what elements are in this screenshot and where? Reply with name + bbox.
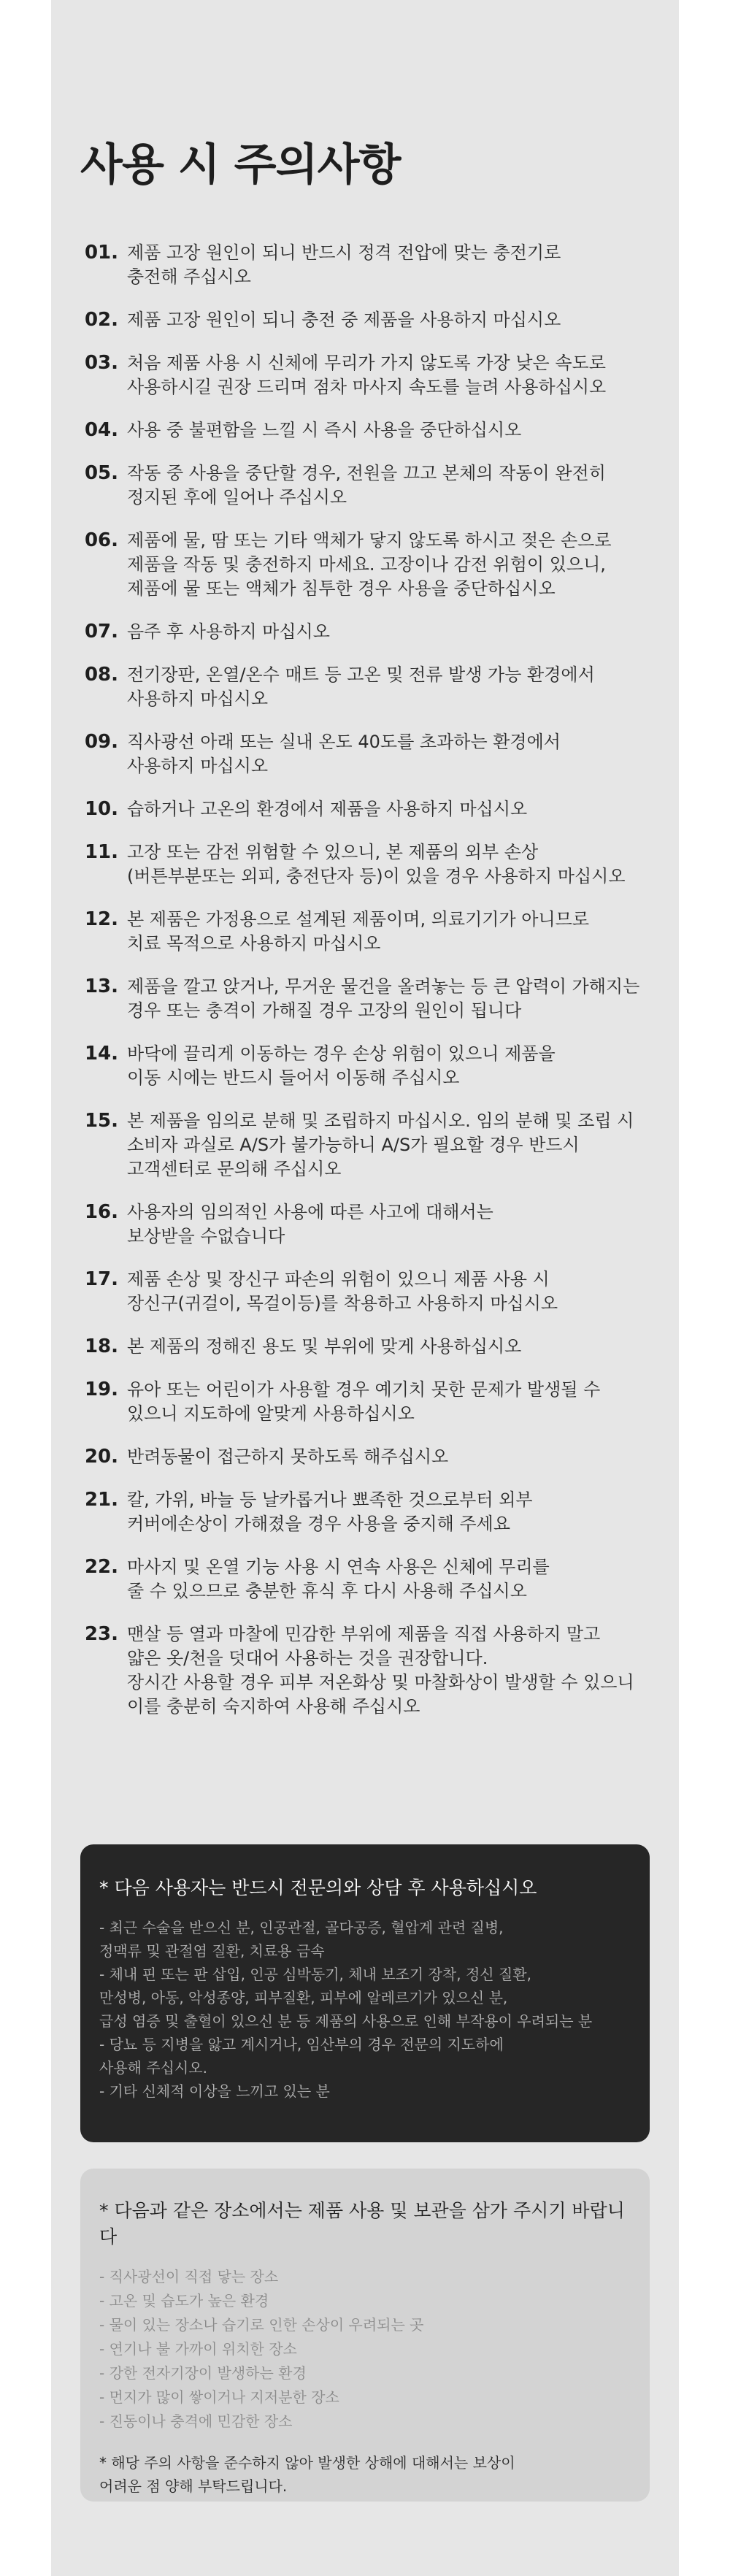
storage-notice-heading: * 다음과 같은 장소에서는 제품 사용 및 보관을 삼가 주시기 바랍니다 (99, 2200, 625, 2247)
precaution-item (80, 418, 664, 442)
consult-notice-line: - 최근 수술을 받으신 분, 인공관절, 골다공증, 혈압계 관련 질병, 정맥류 및 관절염 질환, 치료용 금속 (99, 1919, 504, 1960)
precaution-item (80, 1109, 664, 1181)
precaution-item (80, 1268, 664, 1316)
storage-notice-line: - 연기나 불 가까이 위치한 장소 (99, 2340, 297, 2358)
precaution-text: 본 제품은 가정용으로 설계된 제품이며, 의료기기가 아니므로 치료 목적으로 사용하지 마십시오 (127, 909, 590, 954)
precaution-number: 18. (84, 1335, 118, 1357)
precaution-item (80, 840, 664, 889)
precaution-text: 전기장판, 온열/온수 매트 등 고온 및 전류 발생 가능 환경에서 사용하지 마십시오 (127, 664, 595, 709)
precaution-item (80, 975, 664, 1023)
compensation-note: * 해당 주의 사항을 준수하지 않아 발생한 상해에 대해서는 보상이 어려운 점 양해 부탁드립니다. (99, 2454, 515, 2495)
precaution-number: 05. (84, 462, 118, 484)
precaution-number: 01. (84, 242, 118, 264)
precaution-item (80, 308, 664, 332)
precaution-text: 음주 후 사용하지 마십시오 (127, 621, 330, 642)
precaution-number: 14. (84, 1043, 118, 1065)
precautions-page (51, 0, 679, 2576)
storage-notice-line: - 강한 전자기장이 발생하는 환경 (99, 2364, 307, 2382)
precaution-text: 제품 고장 원인이 되니 반드시 정격 전압에 맞는 충전기로 충전해 주십시오 (127, 242, 561, 287)
precaution-number: 19. (84, 1379, 118, 1400)
precaution-number: 06. (84, 529, 118, 551)
precaution-number: 02. (84, 309, 118, 331)
precaution-number: 22. (84, 1556, 118, 1578)
precaution-item (80, 1555, 664, 1603)
precaution-number: 12. (84, 908, 118, 930)
precaution-number: 16. (84, 1201, 118, 1223)
precaution-item (80, 529, 664, 601)
precaution-text: 유아 또는 어린이가 사용할 경우 예기치 못한 문제가 발생될 수 있으니 지도하에 알맞게 사용하십시오 (127, 1379, 601, 1424)
precaution-text: 직사광선 아래 또는 실내 온도 40도를 초과하는 환경에서 사용하지 마십시오 (127, 732, 561, 776)
storage-notice-box (80, 2169, 650, 2502)
page-title: 사용 시 주의사항 (80, 139, 401, 191)
precaution-text: 본 제품의 정해진 용도 및 부위에 맞게 사용하십시오 (127, 1336, 522, 1357)
precaution-text: 제품 고장 원인이 되니 충전 중 제품을 사용하지 마십시오 (127, 310, 561, 330)
precaution-item (80, 620, 664, 644)
precaution-number: 09. (84, 731, 118, 753)
precaution-number: 08. (84, 664, 118, 686)
consult-notice-line: - 기타 신체적 이상을 느끼고 있는 분 (99, 2082, 330, 2100)
storage-notice-line: - 진동이나 충격에 민감한 장소 (99, 2412, 293, 2430)
precaution-text: 반려동물이 접근하지 못하도록 해주십시오 (127, 1446, 449, 1467)
consult-notice-box (80, 1844, 650, 2142)
precaution-list (80, 241, 664, 1738)
precaution-number: 21. (84, 1489, 118, 1511)
precaution-item (80, 241, 664, 289)
precaution-number: 03. (84, 352, 118, 374)
precaution-number: 11. (84, 841, 118, 863)
precaution-text: 제품 손상 및 장신구 파손의 위험이 있으니 제품 사용 시 장신구(귀걸이, 목걸이등)를 착용하고 사용하지 마십시오 (127, 1269, 558, 1314)
storage-notice-line: - 고온 및 습도가 높은 환경 (99, 2292, 269, 2309)
precaution-item (80, 1488, 664, 1536)
consult-notice-line: - 체내 핀 또는 판 삽입, 인공 심박동기, 체내 보조기 장착, 정신 질환, 만성병, 아동, 악성종양, 피부질환, 피부에 알레르기가 있으신 분, 급성 염증 및 출혈이 있으신 분 등 제품의 사용으로 인해 부작용이 우려되는 분 (99, 1966, 593, 2030)
precaution-text: 바닥에 끌리게 이동하는 경우 손상 위험이 있으니 제품을 이동 시에는 반드시 들어서 이동해 주십시오 (127, 1043, 556, 1088)
storage-notice-line: - 물이 있는 장소나 습기로 인한 손상이 우려되는 곳 (99, 2316, 424, 2334)
precaution-item (80, 797, 664, 821)
precaution-number: 07. (84, 621, 118, 643)
precaution-text: 사용 중 불편함을 느낄 시 즉시 사용을 중단하십시오 (127, 420, 522, 440)
precaution-number: 10. (84, 798, 118, 820)
precaution-item (80, 1445, 664, 1469)
consult-notice-line: - 당뇨 등 지병을 앓고 계시거나, 임산부의 경우 전문의 지도하에 사용해 주십시오. (99, 2036, 504, 2077)
precaution-item (80, 1335, 664, 1359)
precaution-number: 15. (84, 1110, 118, 1132)
precaution-item (80, 663, 664, 711)
precaution-number: 23. (84, 1623, 118, 1645)
precaution-item (80, 351, 664, 399)
precaution-text: 칼, 가위, 바늘 등 날카롭거나 뾰족한 것으로부터 외부 커버에손상이 가해졌을 경우 사용을 중지해 주세요 (127, 1490, 533, 1534)
precaution-text: 제품에 물, 땀 또는 기타 액체가 닿지 않도록 하시고 젖은 손으로 제품을 작동 및 충전하지 마세요. 고장이나 감전 위험이 있으니, 제품에 물 또는 액체가 침투한 경우 사용을 중단하십시오 (127, 530, 612, 599)
precaution-item (80, 1622, 664, 1719)
consult-notice-heading: * 다음 사용자는 반드시 전문의와 상담 후 사용하십시오 (99, 1877, 537, 1898)
precaution-number: 13. (84, 975, 118, 997)
precaution-text: 제품을 깔고 앉거나, 무거운 물건을 올려놓는 등 큰 압력이 가해지는 경우 또는 충격이 가해질 경우 고장의 원인이 됩니다 (127, 976, 640, 1021)
precaution-text: 작동 중 사용을 중단할 경우, 전원을 끄고 본체의 작동이 완전히 정지된 후에 일어나 주십시오 (127, 463, 606, 507)
precaution-text: 고장 또는 감전 위험할 수 있으니, 본 제품의 외부 손상 (버튼부분또는 외피, 충전단자 등)이 있을 경우 사용하지 마십시오 (127, 842, 626, 886)
precaution-text: 마사지 및 온열 기능 사용 시 연속 사용은 신체에 무리를 줄 수 있으므로 충분한 휴식 후 다시 사용해 주십시오 (127, 1557, 550, 1601)
precaution-item (80, 1378, 664, 1426)
precaution-text: 처음 제품 사용 시 신체에 무리가 가지 않도록 가장 낮은 속도로 사용하시길 권장 드리며 점차 마사지 속도를 늘려 사용하십시오 (127, 353, 607, 397)
precaution-text: 본 제품을 임의로 분해 및 조립하지 마십시오. 임의 분해 및 조립 시 소비자 과실로 A/S가 불가능하니 A/S가 필요할 경우 반드시 고객센터로 문의해 주십시오 (127, 1111, 634, 1179)
precaution-number: 04. (84, 419, 118, 441)
precaution-number: 17. (84, 1268, 118, 1290)
precaution-text: 맨살 등 열과 마찰에 민감한 부위에 제품을 직접 사용하지 말고 얇은 옷/천을 덧대어 사용하는 것을 권장합니다. 장시간 사용할 경우 피부 저온화상 및 마찰화상이 발생할 수 있으니 이를 충분히 숙지하여 사용해 주십시오 (127, 1624, 634, 1717)
precaution-text: 습하거나 고온의 환경에서 제품을 사용하지 마십시오 (127, 799, 528, 819)
precaution-item (80, 730, 664, 778)
storage-notice-line: - 직사광선이 직접 닿는 장소 (99, 2268, 279, 2285)
precaution-item (80, 461, 664, 510)
precaution-number: 20. (84, 1446, 118, 1468)
precaution-item (80, 908, 664, 956)
precaution-text: 사용자의 임의적인 사용에 따른 사고에 대해서는 보상받을 수없습니다 (127, 1202, 493, 1246)
storage-notice-line: - 먼지가 많이 쌓이거나 지저분한 장소 (99, 2388, 339, 2406)
precaution-item (80, 1042, 664, 1090)
precaution-item (80, 1200, 664, 1249)
